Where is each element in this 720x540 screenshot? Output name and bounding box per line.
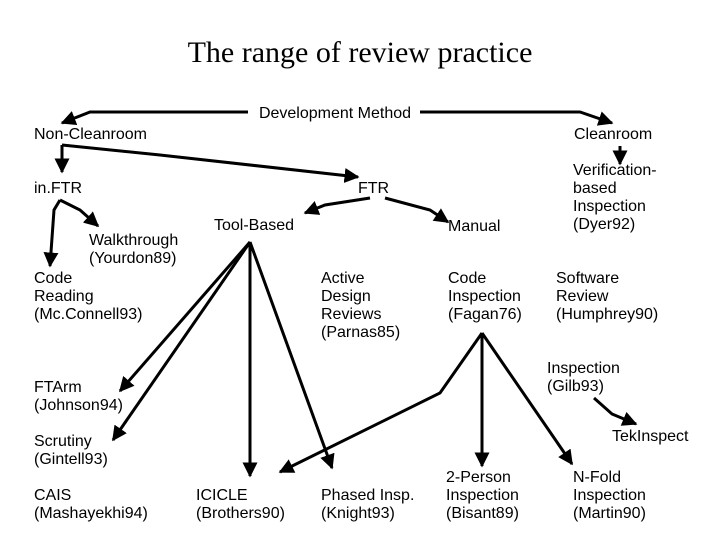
edge-codeinsp-nfold <box>482 333 572 464</box>
edge-gilb-tekinspect <box>594 398 636 424</box>
node-code-reading: Code Reading (Mc.Connell93) <box>34 270 143 323</box>
node-non-cleanroom: Non-Cleanroom <box>34 126 147 143</box>
edge-ftr-manual <box>385 198 448 222</box>
edge-ftr-toolbased <box>305 198 370 213</box>
node-active-design-reviews: Active Design Reviews (Parnas85) <box>321 270 401 341</box>
node-tekinspect: TekInspect <box>612 428 689 445</box>
node-code-inspection: Code Inspection (Fagan76) <box>448 270 522 323</box>
node-ftarm: FTArm (Johnson94) <box>34 379 123 414</box>
node-inspection-gilb: Inspection (Gilb93) <box>547 360 620 395</box>
edge-inftr-codereading <box>50 200 60 266</box>
edge-devmethod-cleanroom <box>420 112 612 123</box>
node-verification-inspection: Verification- based Inspection (Dyer92) <box>573 162 657 233</box>
node-nfold-inspection: N-Fold Inspection (Martin90) <box>573 469 646 522</box>
edge-inftr-walkthrough <box>60 200 98 226</box>
node-development-method: Development Method <box>258 105 412 122</box>
node-tool-based: Tool-Based <box>214 217 295 234</box>
node-ftr: FTR <box>358 180 390 197</box>
node-two-person-inspection: 2-Person Inspection (Bisant89) <box>446 469 519 522</box>
node-phased-insp: Phased Insp. (Knight93) <box>321 487 415 522</box>
node-software-review: Software Review (Humphrey90) <box>556 270 659 323</box>
node-cleanroom: Cleanroom <box>574 126 653 143</box>
node-walkthrough: Walkthrough (Yourdon89) <box>89 232 179 267</box>
edge-noncleanroom-ftr <box>62 145 358 177</box>
edge-devmethod-noncleanroom <box>62 112 248 123</box>
diagram-title: The range of review practice <box>187 36 533 69</box>
node-cais: CAIS (Mashayekhi94) <box>34 487 148 522</box>
edge-toolbased-phased <box>250 242 332 468</box>
node-in-ftr: in.FTR <box>34 180 82 197</box>
node-icicle: ICICLE (Brothers90) <box>196 487 285 522</box>
node-manual: Manual <box>448 218 501 235</box>
node-scrutiny: Scrutiny (Gintell93) <box>34 433 108 468</box>
edge-codeinsp-tekinspect <box>280 333 482 472</box>
